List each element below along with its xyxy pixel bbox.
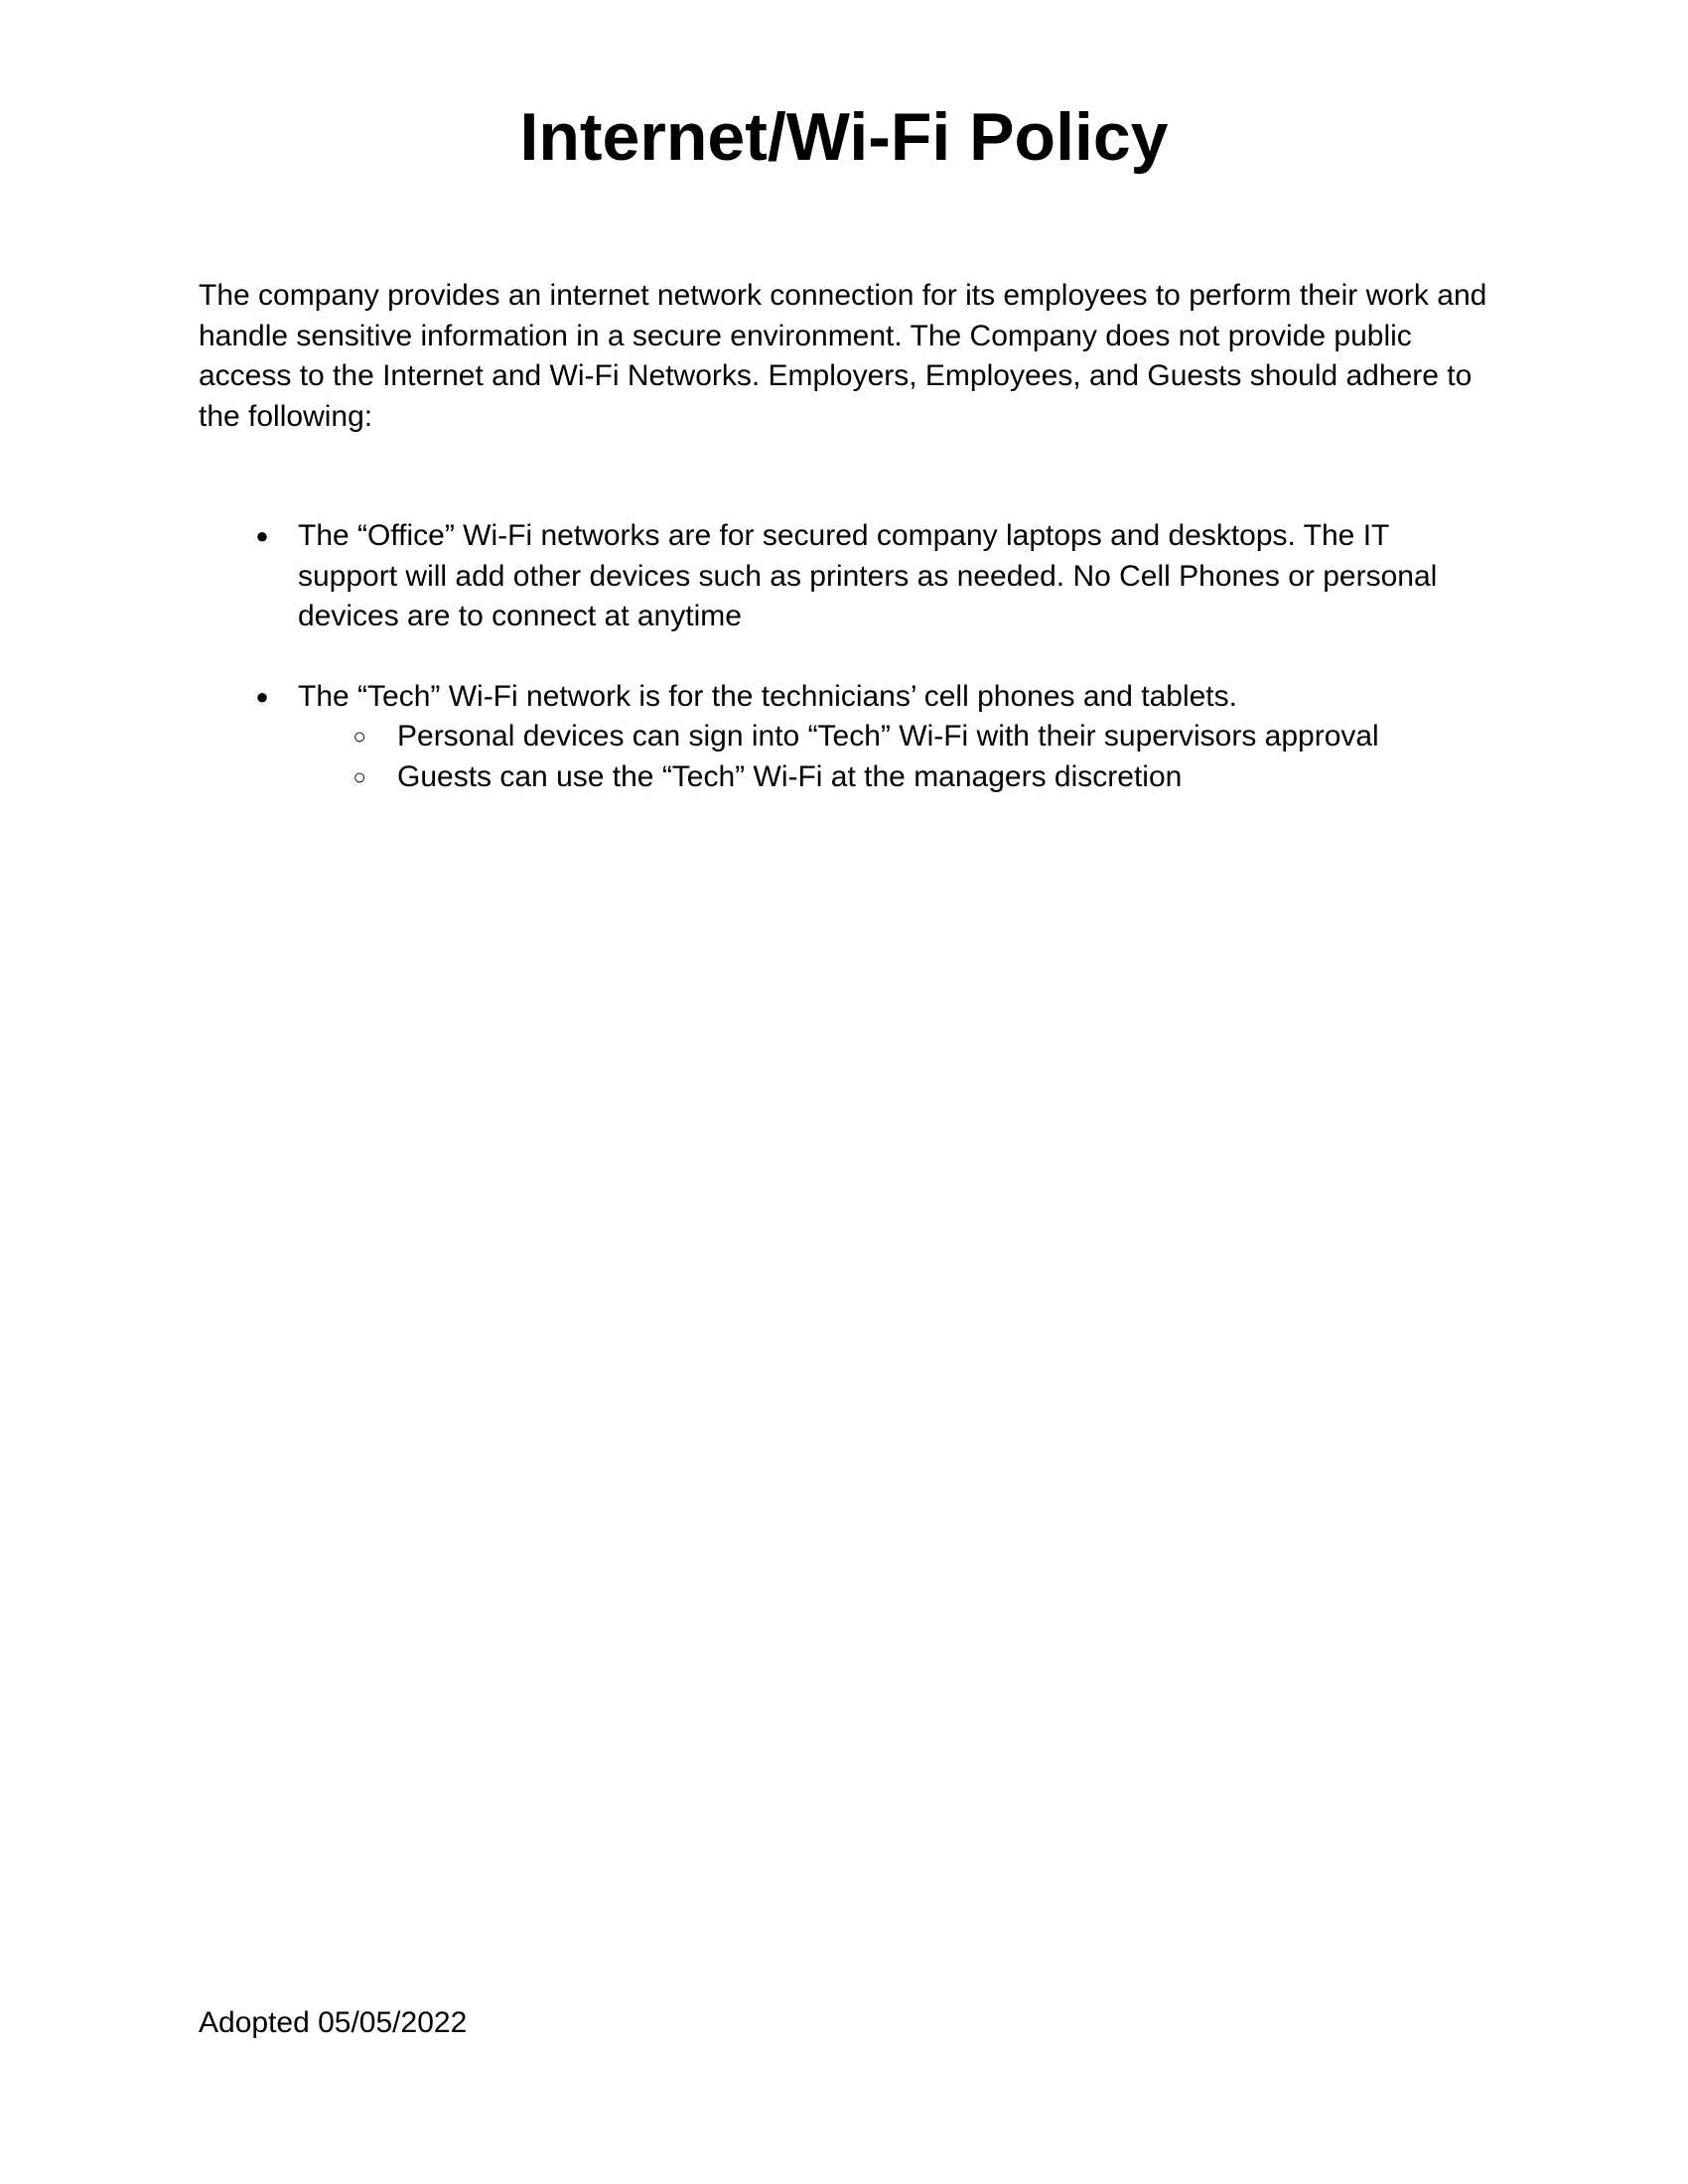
policy-sub-item-text: Personal devices can sign into “Tech” Wi-Fi with their supervisors approval xyxy=(397,720,1379,752)
policy-sub-item-text: Guests can use the “Tech” Wi-Fi at the managers discretion xyxy=(397,759,1183,793)
hollow-bullet-icon: ○ xyxy=(352,724,366,749)
policy-item-text: The “Tech” Wi-Fi network is for the technicians’ cell phones and tablets. xyxy=(298,679,1237,713)
bullet-icon: ● xyxy=(255,683,269,709)
policy-item-text: The “Office” Wi-Fi networks are for secured company laptops and desktops. The IT support will add other devices such as printers as needed. No Cell Phones or personal devices are to connect at anytime xyxy=(298,519,1438,632)
adopted-date: Adopted 05/05/2022 xyxy=(199,2006,468,2039)
intro-paragraph: The company provides an internet network connection for its employees to perform their work and handle sensitive information in a secure environment. The Company does not provide public access to the Internet and Wi-Fi Networks. Employers, Employees, and Guests should adhere to the following: xyxy=(199,279,1487,433)
policy-list xyxy=(199,516,1489,797)
policy-sub-item-guests xyxy=(298,757,1489,798)
bullet-icon: ● xyxy=(255,523,269,548)
hollow-bullet-icon: ○ xyxy=(352,763,366,789)
page-title: Internet/Wi-Fi Policy xyxy=(519,99,1169,175)
policy-item-tech xyxy=(199,677,1489,798)
policy-sub-list xyxy=(298,717,1489,797)
policy-item-office xyxy=(199,516,1489,637)
policy-sub-item-personal xyxy=(298,717,1489,757)
